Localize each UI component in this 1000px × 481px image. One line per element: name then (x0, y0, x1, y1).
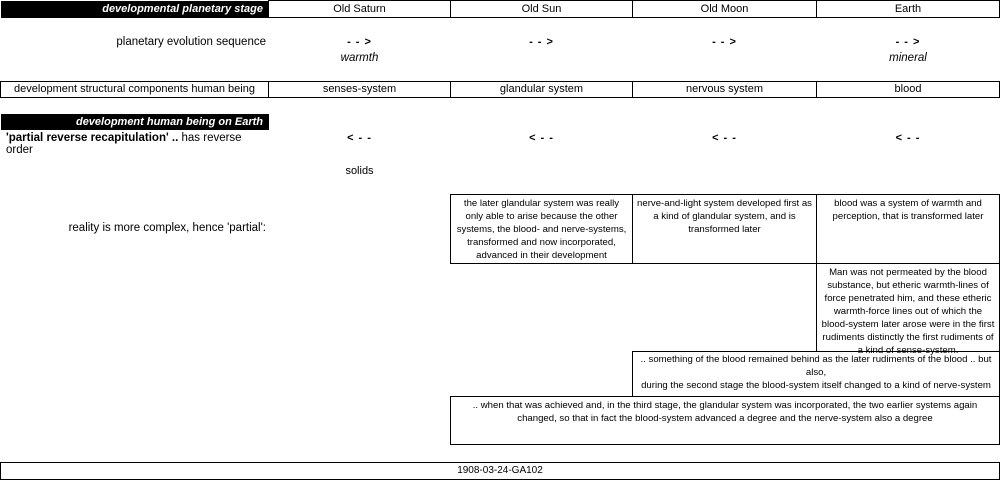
component-blood: blood (816, 81, 1000, 98)
component-senses: senses-system (268, 81, 451, 98)
earth-dev-heading: development human being on Earth (1, 114, 269, 130)
sequence-label: planetary evolution sequence (116, 36, 266, 48)
earth-note: blood was a system of warmth and perception, that is transformed later (816, 194, 1000, 264)
stage-old-sun: Old Sun (450, 0, 633, 18)
blood-note-line1: .. something of the blood remained behind as the later rudiments of the blood .. but also, (640, 354, 992, 378)
forward-arrow: - - > (712, 36, 737, 48)
stage-header-label: developmental planetary stage (1, 1, 269, 18)
stage-earth: Earth (816, 0, 1000, 18)
solids-label: solids (345, 165, 374, 177)
forward-arrow: - - > (529, 36, 554, 48)
third-stage-note: .. when that was achieved and, in the third stage, the glandular system was incorporated, the two earlier systems again changed, so that in fact the blood-system advanced a degree and the nerve-system also a degree (450, 396, 1000, 445)
components-label: development structural components human being (0, 81, 269, 98)
component-nervous: nervous system (632, 81, 817, 98)
reverse-arrow: < - - (895, 132, 921, 144)
earth-note-etheric: Man was not permeated by the blood substance, but etheric warmth-lines of force penetrated him, and these etheric warmth-force lines out of which the blood-system later arose were in the first rudiments distinctly the first rudiments of a kind of sense-system. (816, 263, 1000, 352)
stage-old-moon: Old Moon (632, 0, 817, 18)
old-sun-note: the later glandular system was really only able to arise because the other systems, the blood- and nerve-systems, transformed and now incorporated, advanced in their development (450, 194, 633, 264)
old-moon-note: nerve-and-light system developed first as a kind of glandular system, and is transformed later (632, 194, 817, 264)
blood-nerve-note (632, 351, 1000, 397)
forward-arrow: - - > (895, 36, 921, 48)
reverse-arrow: < - - (347, 132, 372, 144)
warmth-label: warmth (340, 52, 379, 64)
forward-arrow: - - > (347, 36, 372, 48)
mineral-label: mineral (889, 52, 927, 64)
reverse-arrow: < - - (712, 132, 737, 144)
blood-note-line2: during the second stage the blood-system itself changed to a kind of nerve-system (641, 380, 991, 391)
reality-label: reality is more complex, hence 'partial': (68, 222, 266, 234)
recapitulation-term: 'partial reverse recapitulation' .. (6, 132, 179, 144)
component-glandular: glandular system (450, 81, 633, 98)
reverse-arrow: < - - (529, 132, 554, 144)
reverse-order-text: has reverse order (6, 132, 242, 156)
footer-reference: 1908-03-24-GA102 (0, 462, 1000, 480)
recapitulation-line (6, 132, 268, 156)
stage-old-saturn: Old Saturn (268, 0, 451, 18)
